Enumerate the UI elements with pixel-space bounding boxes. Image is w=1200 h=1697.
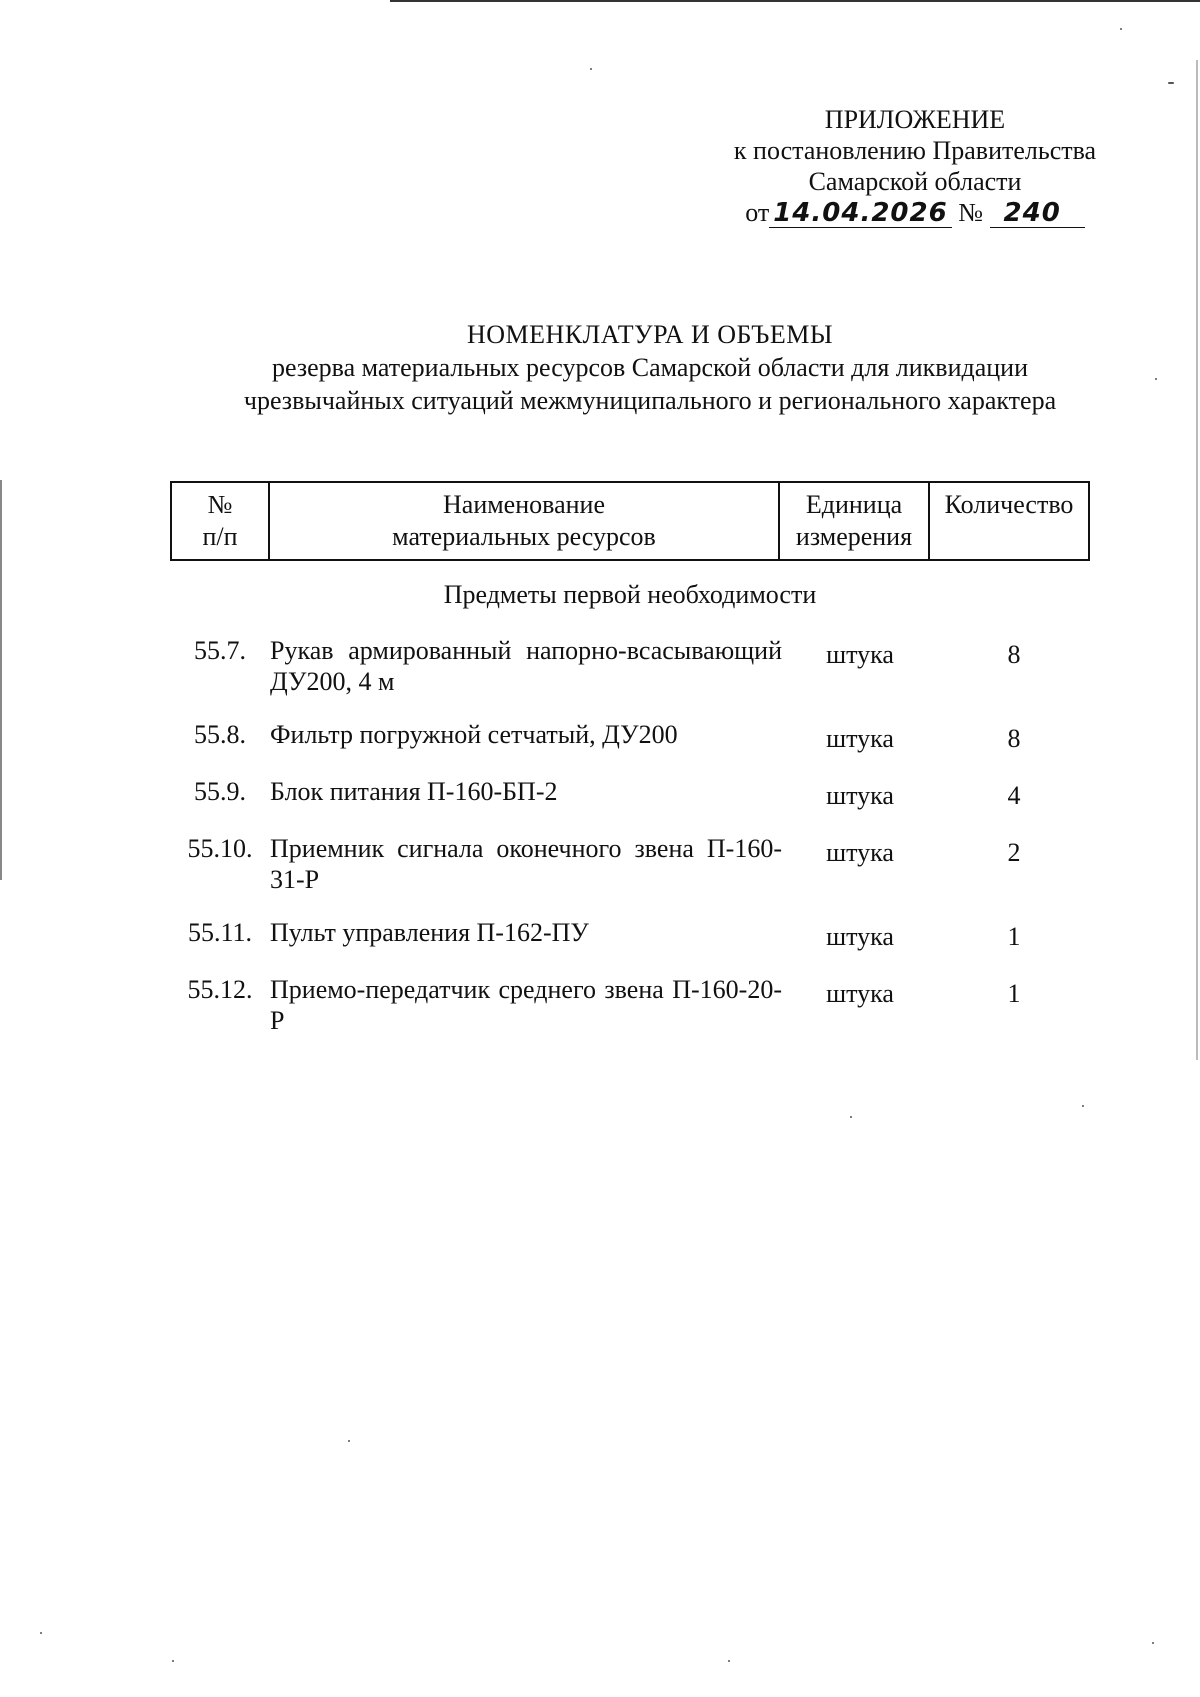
scan-edge-top: [390, 0, 1200, 2]
scan-speck: [1155, 378, 1157, 380]
scan-speck: [590, 68, 592, 70]
row-name: Приемник сигнала оконечного звена П-160-31-Р: [270, 834, 782, 894]
section-title: Предметы первой необходимости: [443, 580, 817, 609]
scan-speck: [850, 1116, 852, 1118]
heading-main: НОМЕНКЛАТУРА И ОБЪЕМЫ: [466, 320, 834, 349]
header-unit: [779, 482, 929, 560]
table-row: [170, 917, 1090, 952]
appendix-date-row: [690, 197, 1140, 228]
row-qty: 1: [1007, 979, 1021, 1008]
table-header: [170, 481, 1090, 561]
row-qty: 2: [1007, 838, 1021, 867]
table-row: [170, 974, 1090, 1036]
row-unit: штука: [826, 724, 894, 753]
row-num: 55.7.: [194, 636, 246, 665]
row-num: 55.11.: [187, 918, 253, 947]
scan-edge-left: [0, 480, 2, 880]
appendix-title: ПРИЛОЖЕНИЕ: [824, 105, 1006, 134]
scan-speck: [1152, 1642, 1154, 1644]
row-num: 55.8.: [194, 720, 246, 749]
appendix-line2: Самарской области: [808, 167, 1022, 196]
row-unit: штука: [826, 640, 894, 669]
header-num-l1: №: [207, 490, 233, 519]
number-handwritten: 240: [990, 199, 1085, 228]
row-name: Фильтр погружной сетчатый, ДУ200: [270, 720, 678, 749]
scan-speck: [172, 1660, 174, 1662]
header-qty: Количество: [929, 482, 1089, 560]
header-unit-l1: Единица: [805, 490, 903, 519]
date-handwritten: 14.04.2026: [769, 199, 951, 228]
header-name-l2: материальных ресурсов: [392, 522, 656, 551]
table-body: [170, 635, 1090, 1058]
row-num: 55.12.: [187, 975, 253, 1004]
row-name: Пульт управления П-162-ПУ: [270, 918, 589, 947]
scan-speck: [1168, 82, 1174, 84]
table-row: [170, 719, 1090, 754]
row-name: Приемо-передатчик среднего звена П-160-20-Р: [270, 975, 782, 1035]
table-row: [170, 833, 1090, 895]
number-prefix: №: [958, 198, 984, 227]
date-prefix: от: [745, 198, 770, 227]
appendix-line1: к постановлению Правительства: [733, 136, 1097, 165]
row-num: 55.9.: [194, 777, 246, 806]
scan-speck: [1120, 28, 1122, 30]
row-name: Рукав армированный напорно-всасывающий ДУ200, 4 м: [270, 636, 782, 696]
table-row: [170, 776, 1090, 811]
row-unit: штука: [826, 979, 894, 1008]
header-num-l2: п/п: [202, 522, 238, 551]
header-unit-l2: измерения: [795, 522, 913, 551]
row-name: Блок питания П-160-БП-2: [270, 777, 558, 806]
row-unit: штука: [826, 922, 894, 951]
header-num: [171, 482, 269, 560]
appendix-block: [690, 104, 1140, 228]
header-name-l1: Наименование: [443, 490, 605, 519]
header-name: [269, 482, 779, 560]
row-qty: 4: [1007, 781, 1021, 810]
heading-sub1: резерва материальных ресурсов Самарской области для ликвидации: [271, 353, 1029, 382]
row-unit: штука: [826, 781, 894, 810]
scan-speck: [348, 1440, 350, 1442]
row-unit: штука: [826, 838, 894, 867]
row-num: 55.10.: [187, 834, 253, 863]
table-row: [170, 635, 1090, 697]
scan-speck: [728, 1660, 730, 1662]
scan-speck: [40, 1632, 42, 1634]
scan-edge-right: [1196, 60, 1198, 1060]
table-header-row: [171, 482, 1089, 560]
scan-speck: [1082, 1105, 1084, 1107]
heading-sub2: чрезвычайных ситуаций межмуниципального и регионального характера: [243, 386, 1057, 415]
row-qty: 8: [1007, 724, 1021, 753]
document-heading: [160, 318, 1140, 417]
row-qty: 8: [1007, 640, 1021, 669]
row-qty: 1: [1007, 922, 1021, 951]
